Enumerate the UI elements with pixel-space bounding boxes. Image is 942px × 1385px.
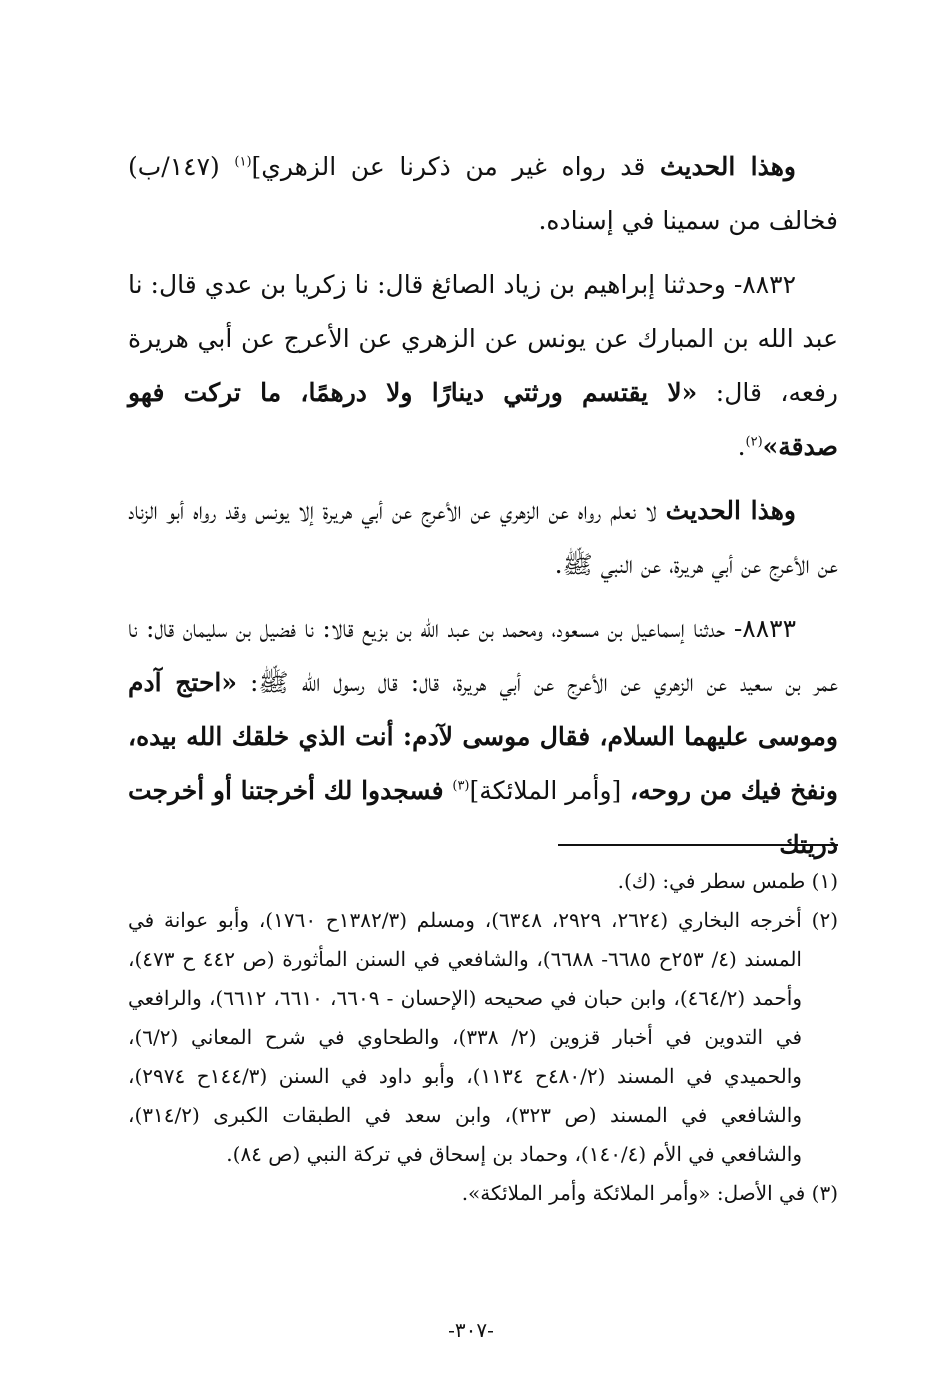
text-segment: لا نعلم رواه عن الزهري عن الأعرج عن أبي هريرة إلا يونس وقد رواه أبو الزناد عن الأعرج عن أبي هريرة، عن النبي ﷺ.: [128, 496, 838, 579]
hadith-text: «احتج آدم وموسى عليهما السلام، فقال موسى لآدم: أنت الذي خلقك الله بيده، ونفخ فيك من روحه،: [128, 668, 839, 805]
bold-phrase: وهذا الحديث: [659, 152, 796, 181]
footnote-ref-3: (٣): [452, 778, 470, 794]
text-segment: ٨٨٣٢- وحدثنا إبراهيم بن زياد الصائغ قال: نا زكريا بن عدي قال: نا عبد الله بن المبارك عن يونس عن الزهري عن الأعرج عن أبي هريرة رفعه، قال:: [128, 270, 838, 407]
text-segment: [وأمر الملائكة]: [469, 776, 622, 805]
bold-phrase: وهذا الحديث: [665, 496, 796, 525]
footnotes: [128, 862, 838, 1213]
paragraph-hadith-8832: [128, 258, 838, 474]
main-text: [128, 140, 838, 882]
paragraph-hadith-8833: [128, 602, 838, 872]
hadith-text: «لا يقتسم ورثتي دينارًا ولا درهمًا، ما تركت فهو صدقة»: [128, 378, 838, 461]
footnote-2: (٢) أخرجه البخاري (٢٦٢٤، ٢٩٢٩، ٦٣٤٨)، ومسلم (١٣٨٢/٣ح ١٧٦٠)، وأبو عوانة في المسند (٤/ ٢٥٣ح ٦٦٨٥- ٦٦٨٨)، والشافعي في السنن المأثورة (ص ٤٤٢ ح ٤٧٣)، وأحمد (٤٦٤/٢)، وابن حبان في صحيحه (الإحسان - ٦٦٠٩، ٦٦١٠، ٦٦١٢)، والرافعي في التدوين في أخبار قزوين (٢/ ٣٣٨)، والطحاوي في شرح المعاني (٦/٢)، والحميدي في المسند (٤٨٠/٢ح ١١٣٤)، وأبو داود في السنن (١٤٤/٣ح ٢٩٧٤)، والشافعي في المسند (ص ٣٢٣)، وابن سعد في الطبقات الكبرى (٣١٤/٢)، والشافعي في الأم (١٤٠/٤)، وحماد بن إسحاق في تركة النبي (ص ٨٤).: [128, 908, 839, 1166]
paragraph-3: [128, 484, 838, 592]
text-segment: (١٤٧/ب) فخالف من سمينا في إسناده.: [128, 152, 838, 235]
footnote-1: (١) طمس سطر في: (ك).: [617, 869, 838, 893]
text-segment: .: [737, 432, 746, 461]
footnote-ref-1: (١): [234, 154, 252, 170]
footnote-ref-2: (٢): [745, 434, 763, 450]
text-segment: ٨٨٣٣- حدثنا إسماعيل بن مسعود، ومحمد بن عبد الله بن بزيع قالا: نا فضيل بن سليمان قال: نا عمر بن سعيد عن الزهري عن الأعرج عن أبي هريرة، قال: قال رسول الله ﷺ:: [128, 614, 839, 697]
footnote-divider: [558, 844, 838, 846]
hadith-text: فسجدوا لك أخرجتنا أو أخرجت ذريتك: [128, 776, 838, 859]
text-segment: قد رواه غير من ذكرنا عن الزهري]: [251, 152, 660, 181]
paragraph-1: [128, 140, 838, 248]
page-number: -٣٠٧-: [448, 1318, 494, 1342]
footnote-3: (٣) في الأصل: «وأمر الملائكة وأمر الملائكة».: [461, 1181, 838, 1205]
